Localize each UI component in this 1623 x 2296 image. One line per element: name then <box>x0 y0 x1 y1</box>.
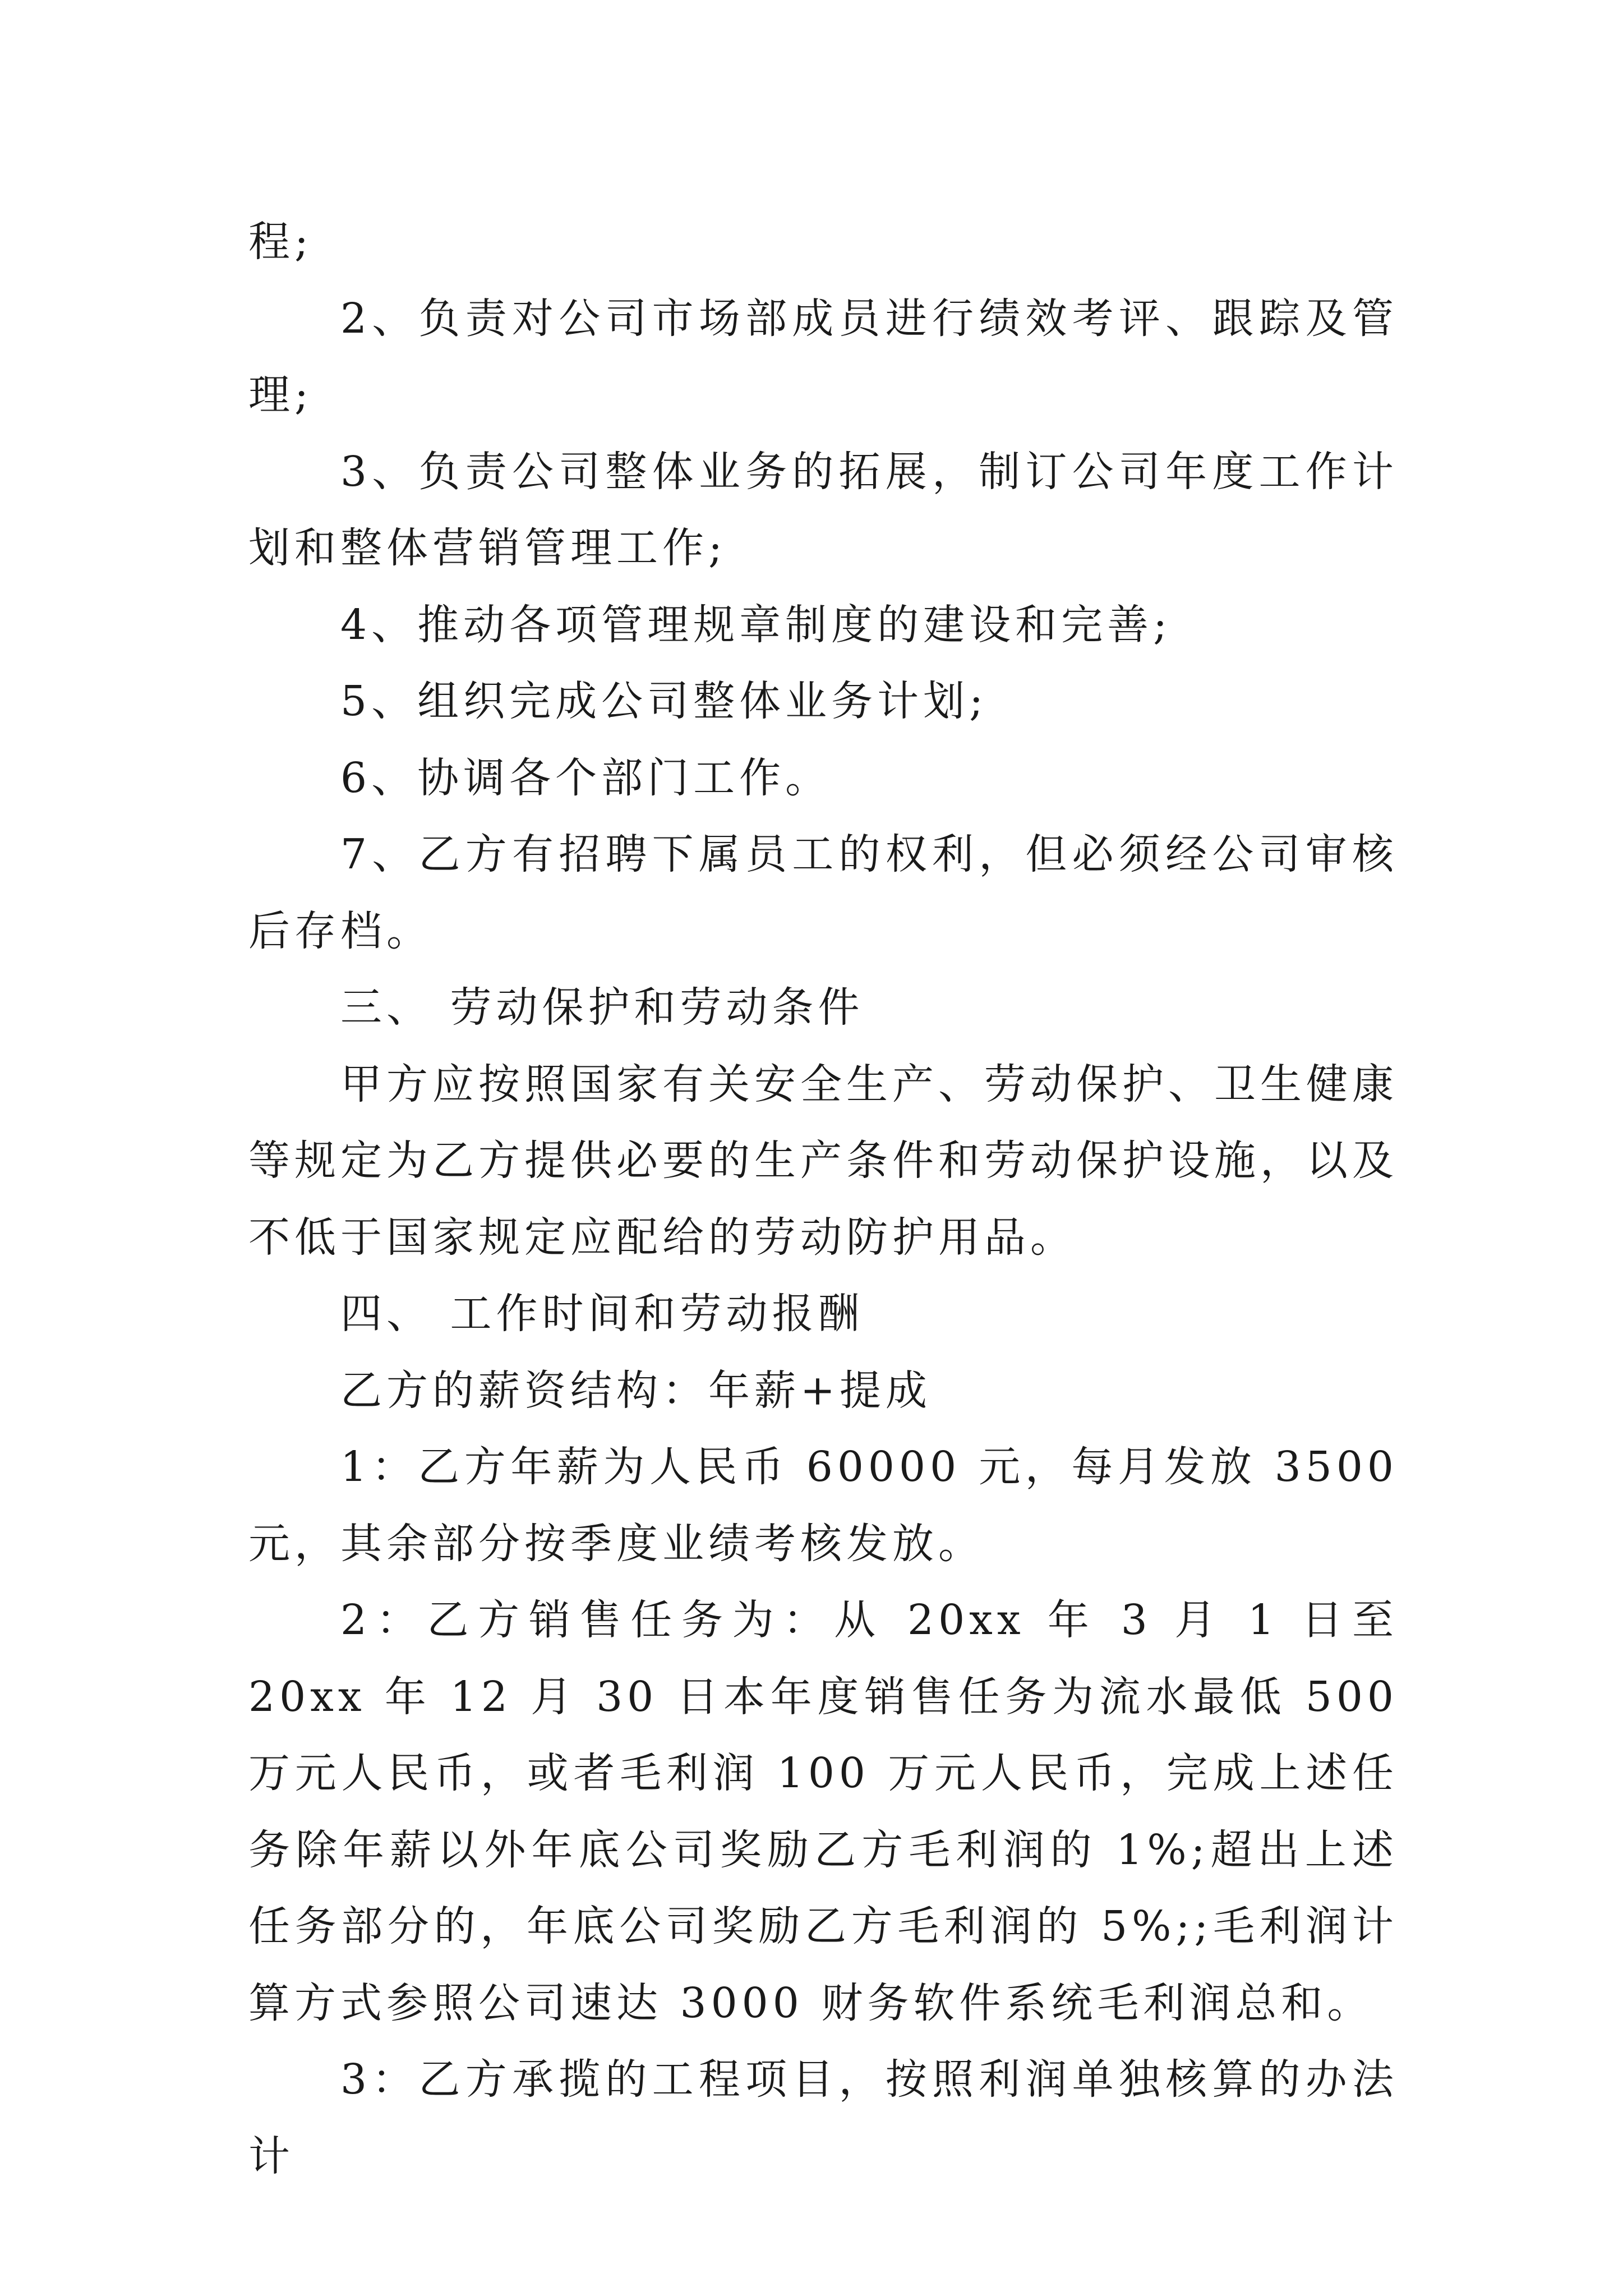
list-item-4: 4、推动各项管理规章制度的建设和完善; <box>340 600 1172 649</box>
list-item-7: 7、乙方有招聘下属员工的权利，但必须经公司审核后存档。 <box>248 830 1398 955</box>
list-item-2: 2、负责对公司市场部成员进行绩效考评、跟踪及管理; <box>248 294 1398 419</box>
salary-structure: 乙方的薪资结构：年薪+提成 <box>340 1366 932 1415</box>
salary-clause-2: 2：乙方销售任务为：从 20xx 年 3 月 1 日至 20xx 年 12 月 30 日本年度销售任务为流水最低 500 万元人民币，或者毛利润 100 万元人民币，完成上述任务除年薪以外年底公司奖励乙方毛利润的 1%;超出上述任务部分的，年底公司奖励乙方毛利润的 5%;;毛利润计算方式参照公司速达 3000 财务软件系统毛利润总和。 <box>248 1596 1398 2027</box>
paragraph-continuation: 程; <box>248 218 313 266</box>
salary-clause-1: 1：乙方年薪为人民币 60000 元，每月发放 3500 元，其余部分按季度业绩考核发放。 <box>248 1443 1398 1568</box>
section-3-paragraph: 甲方应按照国家有关安全生产、劳动保护、卫生健康等规定为乙方提供必要的生产条件和劳动保护设施，以及不低于国家规定应配给的劳动防护用品。 <box>248 1060 1398 1262</box>
list-item-6: 6、协调各个部门工作。 <box>340 753 832 802</box>
salary-clause-3: 3：乙方承揽的工程项目，按照利润单独核算的办法计 <box>248 2055 1398 2180</box>
list-item-5: 5、组织完成公司整体业务计划; <box>340 677 988 725</box>
list-item-3: 3、负责公司整体业务的拓展，制订公司年度工作计划和整体营销管理工作; <box>248 447 1398 572</box>
section-heading-4: 四、 工作时间和劳动报酬 <box>340 1290 864 1338</box>
document-body <box>248 204 1398 2194</box>
section-heading-3: 三、 劳动保护和劳动条件 <box>340 983 864 1032</box>
